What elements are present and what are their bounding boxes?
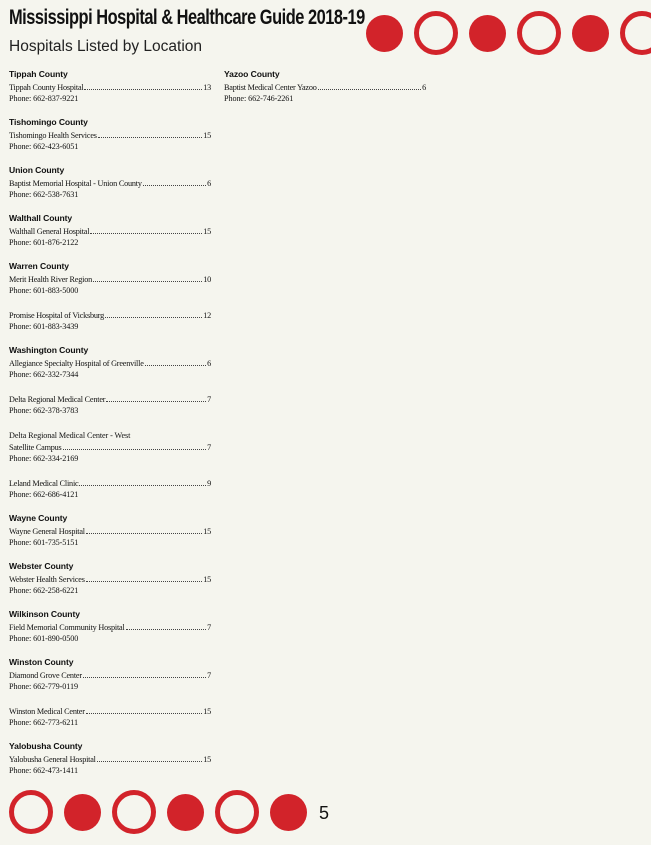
county-heading: Washington County xyxy=(9,345,89,355)
county-section xyxy=(224,69,426,105)
county-heading: Walthall County xyxy=(9,213,73,223)
hospital-page-number: 6 xyxy=(207,179,211,188)
hospital-phone: Phone: 662-837-9221 xyxy=(9,94,79,103)
hospital-name: Tippah County Hospital xyxy=(9,83,84,92)
hospital-name: Allegiance Specialty Hospital of Greenville xyxy=(9,359,144,368)
hospital-line xyxy=(9,358,211,369)
hospital-entry xyxy=(9,526,211,549)
page-title: Mississippi Hospital & Healthcare Guide 2018-19 xyxy=(9,6,365,29)
hospital-line xyxy=(9,478,211,489)
hospital-entry xyxy=(9,274,211,297)
hospital-phone: Phone: 601-883-5000 xyxy=(9,286,79,295)
hospital-page-number: 15 xyxy=(203,527,211,536)
hospital-phone: Phone: 662-423-6051 xyxy=(9,142,79,151)
hospital-phone: Phone: 662-332-7344 xyxy=(9,370,79,379)
hospital-line xyxy=(9,622,211,633)
top-circle-filled xyxy=(469,15,506,52)
hospital-page-number: 15 xyxy=(203,575,211,584)
dot-leader xyxy=(93,274,202,282)
hospital-entry xyxy=(9,430,211,465)
hospital-page-number: 6 xyxy=(207,359,211,368)
bottom-circle-filled xyxy=(64,794,101,831)
dot-leader xyxy=(106,394,206,402)
hospital-line xyxy=(9,82,211,93)
dot-leader xyxy=(86,574,203,582)
hospital-name: Baptist Memorial Hospital - Union County xyxy=(9,179,142,188)
hospital-phone: Phone: 662-686-4121 xyxy=(9,490,79,499)
dot-leader xyxy=(83,670,206,678)
county-heading: Wilkinson County xyxy=(9,609,80,619)
dot-leader xyxy=(84,82,202,90)
hospital-name: Promise Hospital of Vicksburg xyxy=(9,311,105,320)
hospital-entry xyxy=(9,226,211,249)
hospital-entry xyxy=(9,310,211,333)
county-heading: Union County xyxy=(9,165,65,175)
hospital-page-number: 7 xyxy=(207,395,211,404)
hospital-phone: Phone: 601-735-5151 xyxy=(9,538,79,547)
hospital-line xyxy=(9,526,211,537)
hospital-phone: Phone: 662-538-7631 xyxy=(9,190,79,199)
hospital-page-number: 15 xyxy=(203,707,211,716)
hospital-phone: Phone: 662-378-3783 xyxy=(9,406,79,415)
hospital-name: Leland Medical Clinic xyxy=(9,479,79,488)
hospital-name: Wayne General Hospital xyxy=(9,527,85,536)
hospital-line xyxy=(9,130,211,141)
dot-leader xyxy=(97,754,202,762)
county-heading: Yazoo County xyxy=(224,69,280,79)
hospital-line xyxy=(9,274,211,285)
hospital-page-number: 12 xyxy=(203,311,211,320)
hospital-page-number: 15 xyxy=(203,755,211,764)
hospital-entry xyxy=(9,622,211,645)
dot-leader xyxy=(86,706,202,714)
dot-leader xyxy=(318,82,421,90)
hospital-entry xyxy=(9,706,211,729)
dot-leader xyxy=(79,478,206,486)
county-section xyxy=(9,261,211,333)
county-heading: Tishomingo County xyxy=(9,117,88,127)
hospital-name: Diamond Grove Center xyxy=(9,671,82,680)
county-heading: Warren County xyxy=(9,261,69,271)
top-circle-decoration xyxy=(363,11,651,55)
county-section xyxy=(9,345,211,501)
hospital-page-number: 7 xyxy=(207,443,211,452)
county-section xyxy=(9,213,211,249)
hospital-name: Tishomingo Health Services xyxy=(9,131,97,140)
county-section xyxy=(9,741,211,777)
hospital-name: Field Memorial Community Hospital xyxy=(9,623,125,632)
county-section xyxy=(9,657,211,729)
hospital-line xyxy=(9,574,211,585)
dot-leader xyxy=(98,130,202,138)
hospital-name-line: Delta Regional Medical Center - West xyxy=(9,431,131,440)
dot-leader xyxy=(105,310,202,318)
hospital-name: Yalobusha General Hospital xyxy=(9,755,96,764)
hospital-entry xyxy=(9,178,211,201)
hospital-line xyxy=(9,754,211,765)
hospital-phone: Phone: 662-334-2169 xyxy=(9,454,79,463)
bottom-circle-ring xyxy=(9,790,53,834)
county-section xyxy=(9,69,211,105)
hospital-page-number: 13 xyxy=(203,83,211,92)
county-section xyxy=(9,117,211,153)
county-section xyxy=(9,561,211,597)
top-circle-ring xyxy=(414,11,458,55)
hospital-entry xyxy=(9,358,211,381)
county-section xyxy=(9,513,211,549)
hospital-name: Baptist Medical Center Yazoo xyxy=(224,83,317,92)
hospital-phone: Phone: 662-779-0119 xyxy=(9,682,78,691)
hospital-line xyxy=(9,394,211,405)
listing-column-2 xyxy=(224,69,426,117)
dot-leader xyxy=(86,526,202,534)
hospital-name: Satellite Campus xyxy=(9,443,62,452)
hospital-entry xyxy=(224,82,426,105)
county-heading: Tippah County xyxy=(9,69,68,79)
hospital-phone: Phone: 601-876-2122 xyxy=(9,238,79,247)
dot-leader xyxy=(126,622,207,630)
hospital-name: Winston Medical Center xyxy=(9,707,85,716)
top-circle-ring xyxy=(620,11,651,55)
hospital-line xyxy=(9,310,211,321)
hospital-line xyxy=(224,82,426,93)
hospital-page-number: 7 xyxy=(207,671,211,680)
page-number: 5 xyxy=(319,803,330,823)
hospital-page-number: 6 xyxy=(422,83,426,92)
hospital-entry xyxy=(9,670,211,693)
hospital-page-number: 9 xyxy=(207,479,211,488)
hospital-phone: Phone: 662-746-2261 xyxy=(224,94,294,103)
hospital-entry xyxy=(9,574,211,597)
dot-leader xyxy=(143,178,206,186)
hospital-line xyxy=(9,226,211,237)
bottom-circle-filled xyxy=(167,794,204,831)
hospital-phone: Phone: 601-883-3439 xyxy=(9,322,79,331)
hospital-page-number: 10 xyxy=(203,275,211,284)
county-heading: Wayne County xyxy=(9,513,68,523)
hospital-phone: Phone: 601-890-0500 xyxy=(9,634,79,643)
hospital-phone: Phone: 662-473-1411 xyxy=(9,766,78,775)
hospital-line xyxy=(9,178,211,189)
top-circle-filled xyxy=(366,15,403,52)
county-section xyxy=(9,609,211,645)
county-heading: Yalobusha County xyxy=(9,741,83,751)
county-section xyxy=(9,165,211,201)
bottom-circle-ring xyxy=(112,790,156,834)
hospital-entry xyxy=(9,82,211,105)
hospital-phone: Phone: 662-258-6221 xyxy=(9,586,79,595)
top-circle-ring xyxy=(517,11,561,55)
hospital-entry xyxy=(9,754,211,777)
bottom-circle-decoration xyxy=(9,790,310,834)
county-heading: Webster County xyxy=(9,561,74,571)
hospital-page-number: 15 xyxy=(203,227,211,236)
dot-leader xyxy=(145,358,206,366)
hospital-page-number: 15 xyxy=(203,131,211,140)
hospital-name: Walthall General Hospital xyxy=(9,227,90,236)
hospital-entry xyxy=(9,478,211,501)
hospital-name: Webster Health Services xyxy=(9,575,85,584)
hospital-line xyxy=(9,706,211,717)
bottom-circle-filled xyxy=(270,794,307,831)
page-subtitle: Hospitals Listed by Location xyxy=(9,38,203,55)
county-heading: Winston County xyxy=(9,657,74,667)
hospital-line xyxy=(9,442,211,453)
hospital-name: Delta Regional Medical Center xyxy=(9,395,106,404)
hospital-name: Merit Health River Region xyxy=(9,275,92,284)
hospital-entry xyxy=(9,130,211,153)
dot-leader xyxy=(63,442,207,450)
bottom-circle-ring xyxy=(215,790,259,834)
hospital-entry xyxy=(9,394,211,417)
top-circle-filled xyxy=(572,15,609,52)
dot-leader xyxy=(90,226,202,234)
listing-column-1 xyxy=(9,69,211,789)
hospital-phone: Phone: 662-773-6211 xyxy=(9,718,78,727)
hospital-line xyxy=(9,670,211,681)
hospital-page-number: 7 xyxy=(207,623,211,632)
